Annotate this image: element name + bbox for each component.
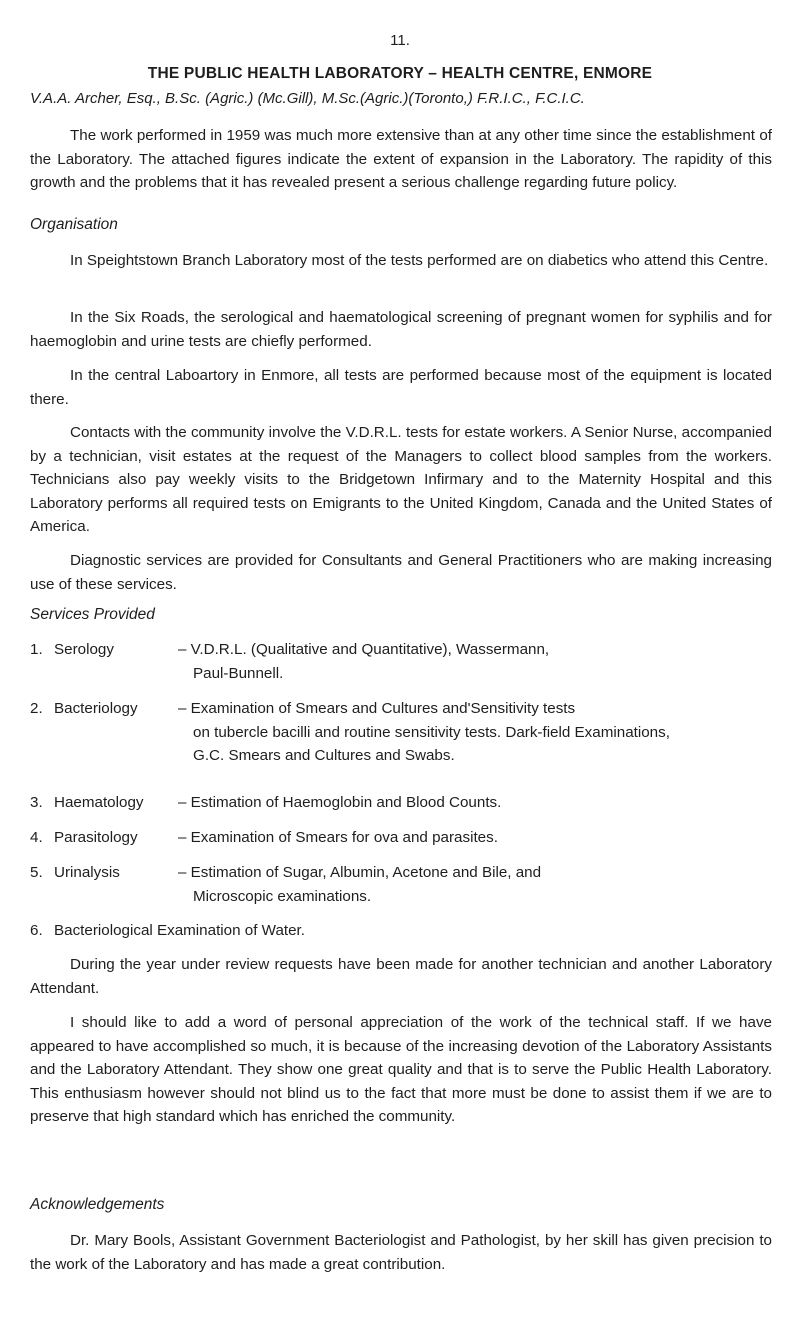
organisation-paragraph-4: Contacts with the community involve the V.D.R.L. tests for estate workers. A Senior Nurse, accompanied by a technician, visit estates at the request of the Managers to collect blood samples from the workers. Technicians also pay weekly visits to the Bridgetown Infirmary and to the Maternity Hospital and this Laboratory performs all required tests on Emigrants to the United Kingdom, Canada and the United States of America.: [30, 424, 772, 535]
organisation-heading: Organisation: [30, 216, 118, 233]
service-number: 5.: [30, 864, 43, 881]
page-title: THE PUBLIC HEALTH LABORATORY – HEALTH CENTRE, ENMORE: [147, 65, 653, 82]
services-heading: Services Provided: [30, 606, 155, 623]
organisation-paragraph-2: In the Six Roads, the serological and haematological screening of pregnant women for syphilis and for haemoglobin and urine tests are chiefly performed.: [30, 309, 772, 350]
author-line: V.A.A. Archer, Esq., B.Sc. (Agric.) (Mc.Gill), M.Sc.(Agric.)(Toronto,) F.R.I.C., F.C.I.C.: [30, 90, 585, 107]
service-name: Bacteriology: [54, 700, 138, 717]
service-name: Urinalysis: [54, 864, 120, 881]
page-number: 11.: [390, 32, 410, 49]
service-name: Serology: [54, 641, 114, 658]
organisation-paragraph-1: In Speightstown Branch Laboratory most of the tests performed are on diabetics who attend this Centre.: [70, 252, 769, 269]
intro-paragraph: The work performed in 1959 was much more extensive than at any other time since the establishment of the Laboratory. The attached figures indicate the extent of expansion in the Laboratory. The rapidity of this growth and the problems that it has revealed present a serious challenge regarding future policy.: [30, 127, 772, 191]
service-number: 4.: [30, 829, 43, 846]
service-description: – Estimation of Haemoglobin and Blood Counts.: [178, 794, 502, 811]
service-number: 3.: [30, 794, 43, 811]
acknowledgements-heading: Acknowledgements: [30, 1196, 165, 1213]
service-description: – Examination of Smears and Cultures and'Sensitivity tests on tubercle bacilli and routine sensitivity tests. Dark-field Examinations, G.C. Smears and Cultures and Swabs.: [178, 700, 670, 764]
service-name: Haematology: [54, 794, 144, 811]
service-number: 2.: [30, 700, 43, 717]
service-name: Bacteriological Examination of Water.: [54, 922, 305, 939]
service-number: 6.: [30, 922, 43, 939]
service-description: – V.D.R.L. (Qualitative and Quantitative), Wassermann, Paul-Bunnell.: [178, 641, 550, 682]
organisation-paragraph-3: In the central Laboartory in Enmore, all tests are performed because most of the equipment is located there.: [30, 367, 772, 408]
organisation-paragraph-5: Diagnostic services are provided for Consultants and General Practitioners who are making increasing use of these services.: [30, 552, 772, 593]
services-paragraph-2: I should like to add a word of personal appreciation of the work of the technical staff. If we have appeared to have accomplished so much, it is because of the increasing devotion of the Laboratory Assistants and the Laboratory Attendant. They show one great quality and that is to serve the Public Health Laboratory. This enthusiasm however should not blind us to the fact that more must be done to assist them if we are to preserve that high standard which has enriched the community.: [30, 1014, 772, 1125]
services-paragraph-1: During the year under review requests have been made for another technician and another Laboratory Attendant.: [30, 956, 772, 997]
service-name: Parasitology: [54, 829, 138, 846]
acknowledgements-paragraph: Dr. Mary Bools, Assistant Government Bacteriologist and Pathologist, by her skill has given precision to the work of the Laboratory and has made a great contribution.: [30, 1232, 772, 1273]
service-description: – Examination of Smears for ova and parasites.: [178, 829, 498, 846]
service-description: – Estimation of Sugar, Albumin, Acetone and Bile, and Microscopic examinations.: [178, 864, 542, 905]
service-number: 1.: [30, 641, 43, 658]
